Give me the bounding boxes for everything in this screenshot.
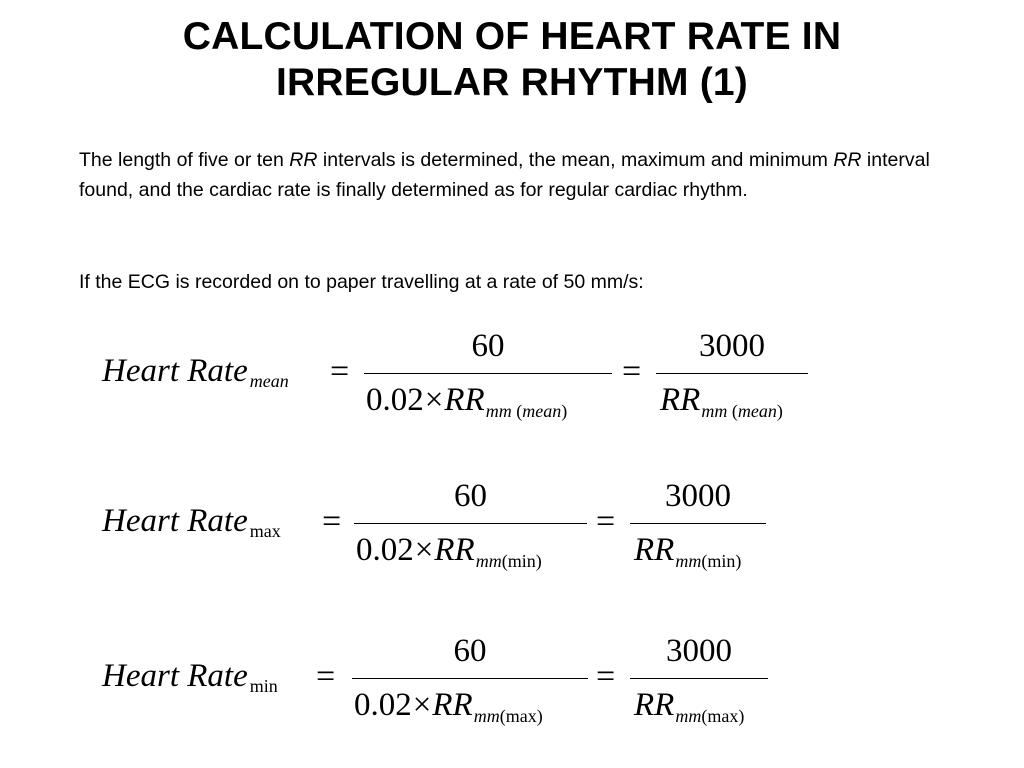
denominator-2 (634, 532, 741, 572)
paren-open: ( (499, 706, 506, 726)
equation-lhs (102, 503, 281, 542)
sub-word: min (707, 551, 736, 571)
paren-close: ) (561, 401, 568, 421)
constant: 0.02 (366, 382, 424, 418)
rr-italic: RR (289, 149, 318, 171)
rr-symbol: RR (434, 532, 475, 568)
equals-sign: = (330, 353, 350, 390)
constant: 0.02 (354, 687, 412, 723)
mm-unit: mm (675, 551, 702, 571)
mm-unit: mm (475, 551, 502, 571)
rr-symbol: RR (660, 382, 701, 418)
paragraph-description (79, 145, 979, 205)
equals-sign: = (316, 658, 336, 695)
numerator-60: 60 (453, 633, 487, 669)
paren-close: ) (738, 706, 745, 726)
rr-symbol: RR (634, 532, 675, 568)
heart-rate-label: Heart Rate (102, 658, 248, 694)
equation-lhs (102, 353, 289, 392)
fraction-bar (656, 373, 808, 374)
paren-close: ) (536, 706, 543, 726)
lhs-subscript: max (249, 521, 281, 541)
paren-close: ) (535, 551, 542, 571)
paragraph-text: interval found, and the cardiac rate is finally determined as for regular cardiac rhythm. (79, 149, 930, 201)
rr-subscript (701, 401, 783, 421)
denominator-1 (366, 382, 567, 422)
paragraph-text: The length of five or ten (79, 149, 290, 171)
rr-symbol: RR (432, 687, 473, 723)
numerator-3000: 3000 (666, 633, 732, 669)
sub-word: max (707, 706, 739, 726)
mm-unit: mm (473, 706, 500, 726)
heart-rate-label: Heart Rate (102, 503, 248, 539)
numerator-60: 60 (471, 328, 505, 364)
mm-unit: mm (675, 706, 702, 726)
denominator-2 (634, 687, 744, 727)
fraction-bar (352, 678, 588, 679)
fraction-bar (354, 523, 587, 524)
lhs-subscript: min (249, 676, 278, 696)
paren-open: ( (731, 401, 738, 421)
paragraph-text: intervals is determined, the mean, maximum and minimum (317, 149, 834, 171)
slide-title (0, 14, 1024, 106)
paren-open: ( (701, 706, 708, 726)
denominator-1 (356, 532, 542, 572)
rr-subscript (675, 551, 741, 571)
times-sign: × (414, 532, 434, 568)
equals-sign: = (322, 503, 342, 540)
heart-rate-label: Heart Rate (102, 353, 248, 389)
equals-sign: = (596, 658, 616, 695)
rr-subscript (486, 401, 568, 421)
rr-symbol: RR (634, 687, 675, 723)
paren-open: ( (501, 551, 508, 571)
paren-close: ) (776, 401, 783, 421)
fraction-bar (630, 678, 768, 679)
paragraph-paper-speed: If the ECG is recorded on to paper travelling at a rate of 50 mm/s: (79, 271, 644, 293)
rr-subscript (474, 706, 543, 726)
equals-sign: = (596, 503, 616, 540)
sub-word: min (507, 551, 536, 571)
numerator-3000: 3000 (699, 328, 765, 364)
times-sign: × (424, 382, 444, 418)
denominator-1 (354, 687, 543, 727)
rr-subscript (675, 706, 744, 726)
sub-word: mean (737, 401, 777, 421)
denominator-2 (660, 382, 783, 422)
equation-lhs (102, 658, 278, 697)
numerator-60: 60 (454, 478, 487, 514)
sub-word: max (505, 706, 537, 726)
lhs-subscript: mean (249, 371, 289, 391)
rr-symbol: RR (444, 382, 485, 418)
numerator-3000: 3000 (665, 478, 731, 514)
sub-word: mean (522, 401, 562, 421)
times-sign: × (412, 687, 432, 723)
equals-sign: = (622, 353, 642, 390)
mm-unit: mm (701, 401, 728, 421)
paren-close: ) (735, 551, 742, 571)
mm-unit: mm (485, 401, 512, 421)
title-line-1: CALCULATION OF HEART RATE IN (182, 15, 842, 58)
title-line-2: IRREGULAR RHYTHM (1) (276, 61, 748, 104)
rr-italic: RR (833, 149, 862, 171)
fraction-bar (630, 523, 766, 524)
paren-open: ( (516, 401, 523, 421)
paren-open: ( (701, 551, 708, 571)
fraction-bar (364, 373, 612, 374)
constant: 0.02 (356, 532, 414, 568)
rr-subscript (476, 551, 542, 571)
